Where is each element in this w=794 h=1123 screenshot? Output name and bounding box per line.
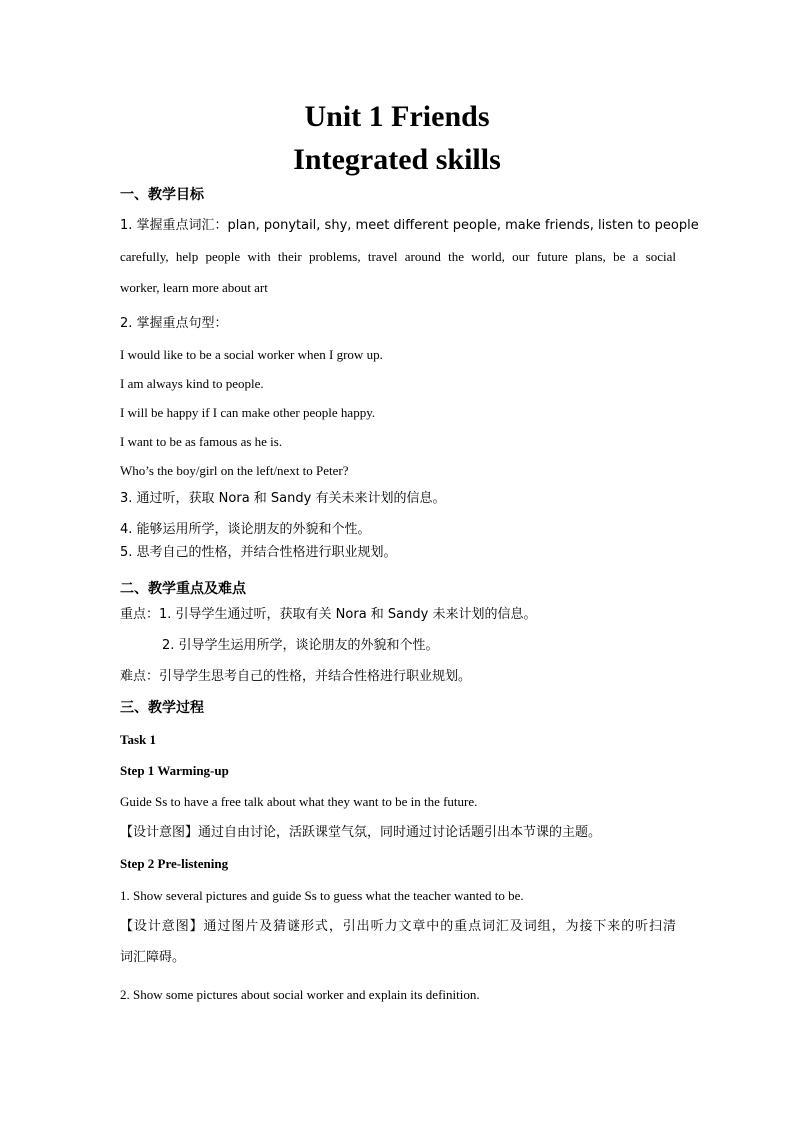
objective-vocab-line-3: worker, learn more about art: [120, 280, 268, 295]
step-2-item-1: 1. Show several pictures and guide Ss to guess what the teacher wanted to be.: [120, 888, 524, 903]
section-heading-key-points: 二、教学重点及难点: [120, 581, 246, 597]
objective-vocab-line-2: carefully, help people with their problems, travel around the world, our future plans, be a social: [120, 249, 676, 264]
objective-listening: 3. 通过听，获取 Nora 和 Sandy 有关未来计划的信息。: [120, 491, 446, 506]
task-1-label: Task 1: [120, 732, 157, 747]
objective-career: 5. 思考自己的性格，并结合性格进行职业规划。: [120, 545, 397, 560]
document-title: Unit 1 Friends: [304, 100, 490, 133]
sentence-4: I want to be as famous as he is.: [120, 434, 283, 449]
step-2-heading: Step 2 Pre-listening: [120, 856, 229, 871]
step-2-item-2: 2. Show some pictures about social worker and explain its definition.: [120, 987, 480, 1002]
difficult-point: 难点：引导学生思考自己的性格，并结合性格进行职业规划。: [120, 669, 472, 684]
sentence-1: I would like to be a social worker when I grow up.: [120, 347, 383, 362]
key-point-2: 2. 引导学生运用所学，谈论朋友的外貌和个性。: [162, 638, 439, 653]
objective-speaking: 4. 能够运用所学，谈论朋友的外貌和个性。: [120, 522, 371, 537]
sentence-2: I am always kind to people.: [120, 376, 264, 391]
step-2-design-intent-line-2: 词汇障碍。: [120, 950, 186, 965]
sentence-5: Who’s the boy/girl on the left/next to Peter?: [120, 463, 349, 478]
objective-vocab-line-1: 1. 掌握重点词汇：plan, ponytail, shy, meet different people, make friends, listen to people: [120, 218, 699, 233]
step-1-heading: Step 1 Warming-up: [120, 763, 229, 778]
section-heading-procedure: 三、教学过程: [120, 700, 204, 716]
step-1-design-intent: 【设计意图】通过自由讨论，活跃课堂气氛，同时通过讨论话题引出本节课的主题。: [120, 825, 602, 840]
objective-sentence-patterns: 2. 掌握重点句型：: [120, 316, 228, 331]
step-1-text: Guide Ss to have a free talk about what they want to be in the future.: [120, 794, 478, 809]
step-2-design-intent-line-1: 【设计意图】通过图片及猜谜形式，引出听力文章中的重点词汇及词组，为接下来的听扫清: [120, 919, 676, 934]
sentence-3: I will be happy if I can make other people happy.: [120, 405, 376, 420]
section-heading-objectives: 一、教学目标: [120, 187, 204, 203]
document-subtitle: Integrated skills: [293, 143, 501, 176]
key-point-1: 重点：1. 引导学生通过听，获取有关 Nora 和 Sandy 未来计划的信息。: [120, 607, 537, 622]
